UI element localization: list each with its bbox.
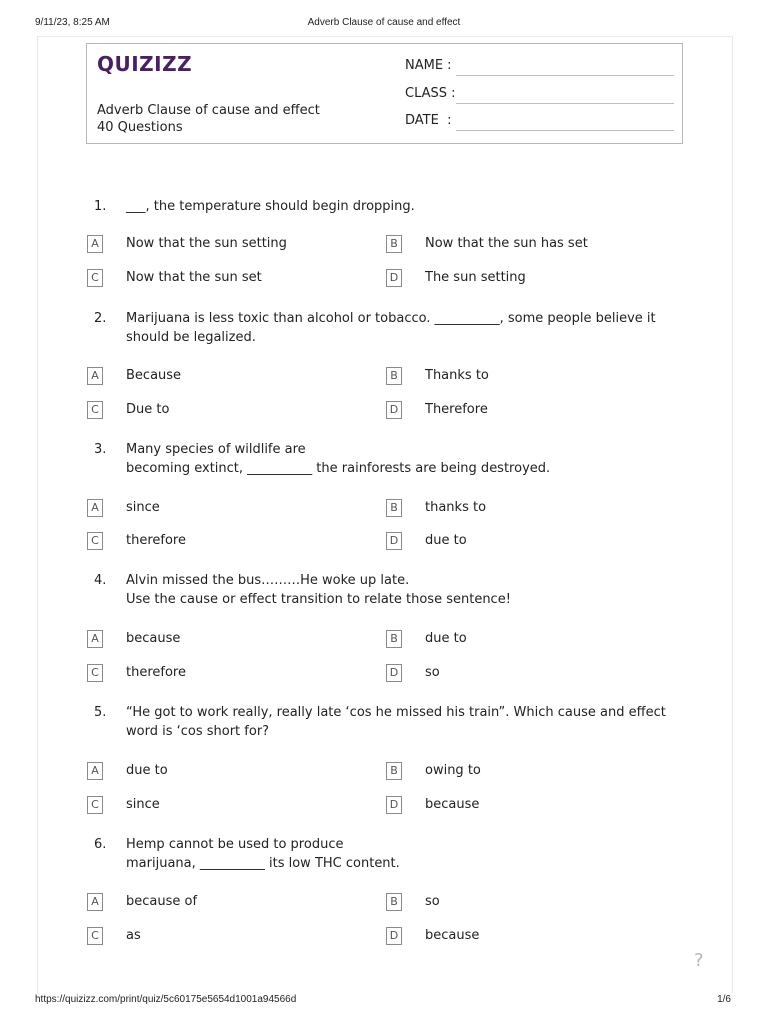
option-text: so	[425, 894, 440, 909]
option-letter: A	[87, 893, 103, 911]
option-letter: B	[386, 630, 402, 648]
question-number: 3.	[94, 442, 107, 457]
option-text: because	[425, 928, 480, 943]
print-datetime: 9/11/23, 8:25 AM	[35, 17, 110, 28]
question-number: 4.	[94, 573, 107, 588]
question-text: ___, the temperature should begin dropping.	[126, 199, 415, 214]
question-text-line: Many species of wildlife are	[126, 442, 306, 457]
name-field[interactable]	[456, 75, 674, 76]
option-text: as	[126, 928, 141, 943]
print-url: https://quizizz.com/print/quiz/5c60175e5654d1001a94566d	[35, 994, 297, 1005]
quizizz-logo: QUIZIZZ	[97, 52, 193, 76]
option-letter: C	[87, 532, 103, 550]
option-letter: C	[87, 269, 103, 287]
option-letter: D	[386, 532, 402, 550]
date-label: DATE :	[405, 113, 452, 128]
page-number: 1/6	[717, 994, 731, 1005]
option-text: since	[126, 797, 160, 812]
option-letter: D	[386, 664, 402, 682]
question-text-line: marijuana, __________ its low THC content.	[126, 856, 400, 871]
print-header	[35, 17, 733, 31]
question-number: 1.	[94, 199, 107, 214]
question-text-line: Use the cause or effect transition to relate those sentence!	[126, 592, 511, 607]
option-letter: D	[386, 269, 402, 287]
option-letter: A	[87, 499, 103, 517]
option-letter: B	[386, 893, 402, 911]
question-text	[126, 835, 686, 873]
option-letter: C	[87, 401, 103, 419]
option-letter: C	[87, 664, 103, 682]
question-text	[126, 440, 686, 478]
question-text: “He got to work really, really late ‘cos he missed his train”. Which cause and effect word is ‘cos short for?	[126, 705, 666, 739]
question-count: 40 Questions	[97, 120, 183, 135]
option-letter: B	[386, 367, 402, 385]
option-letter: A	[87, 235, 103, 253]
option-text: due to	[425, 631, 467, 646]
print-title: Adverb Clause of cause and effect	[307, 17, 461, 28]
class-field[interactable]	[456, 103, 674, 104]
option-text: because of	[126, 894, 198, 909]
option-letter: B	[386, 235, 402, 253]
option-letter: D	[386, 796, 402, 814]
option-letter: D	[386, 927, 402, 945]
question-text-line: Alvin missed the bus………He woke up late.	[126, 573, 410, 588]
date-field[interactable]	[456, 130, 674, 131]
question-text-line: becoming extinct, __________ the rainforests are being destroyed.	[126, 461, 551, 476]
class-label: CLASS :	[405, 86, 456, 101]
question-text	[126, 571, 686, 609]
worksheet-header	[86, 43, 683, 144]
option-text: The sun setting	[425, 270, 526, 285]
option-text: Now that the sun set	[126, 270, 262, 285]
question-number: 5.	[94, 705, 107, 720]
option-text: since	[126, 500, 160, 515]
print-footer	[35, 994, 733, 1008]
option-letter: A	[87, 762, 103, 780]
option-text: so	[425, 665, 440, 680]
question-number: 2.	[94, 311, 107, 326]
option-text: Because	[126, 368, 182, 383]
option-text: because	[425, 797, 480, 812]
option-letter: C	[87, 927, 103, 945]
help-icon[interactable]: ?	[694, 950, 704, 971]
option-letter: C	[87, 796, 103, 814]
option-text: thanks to	[425, 500, 487, 515]
option-text: because	[126, 631, 181, 646]
option-letter: A	[87, 630, 103, 648]
option-text: Now that the sun setting	[126, 236, 287, 251]
option-letter: A	[87, 367, 103, 385]
option-text: Therefore	[425, 402, 488, 417]
option-text: due to	[425, 533, 467, 548]
question-number: 6.	[94, 837, 107, 852]
option-text: therefore	[126, 665, 186, 680]
option-letter: B	[386, 499, 402, 517]
quiz-title: Adverb Clause of cause and effect	[97, 103, 320, 118]
question-text: Marijuana is less toxic than alcohol or tobacco. __________, some people believe it should be legalized.	[126, 311, 656, 345]
option-letter: B	[386, 762, 402, 780]
option-letter: D	[386, 401, 402, 419]
name-label: NAME :	[405, 58, 452, 73]
question-text-line: Hemp cannot be used to produce	[126, 837, 344, 852]
option-text: due to	[126, 763, 168, 778]
option-text: therefore	[126, 533, 186, 548]
option-text: Due to	[126, 402, 170, 417]
option-text: Now that the sun has set	[425, 236, 588, 251]
option-text: Thanks to	[425, 368, 489, 383]
option-text: owing to	[425, 763, 481, 778]
